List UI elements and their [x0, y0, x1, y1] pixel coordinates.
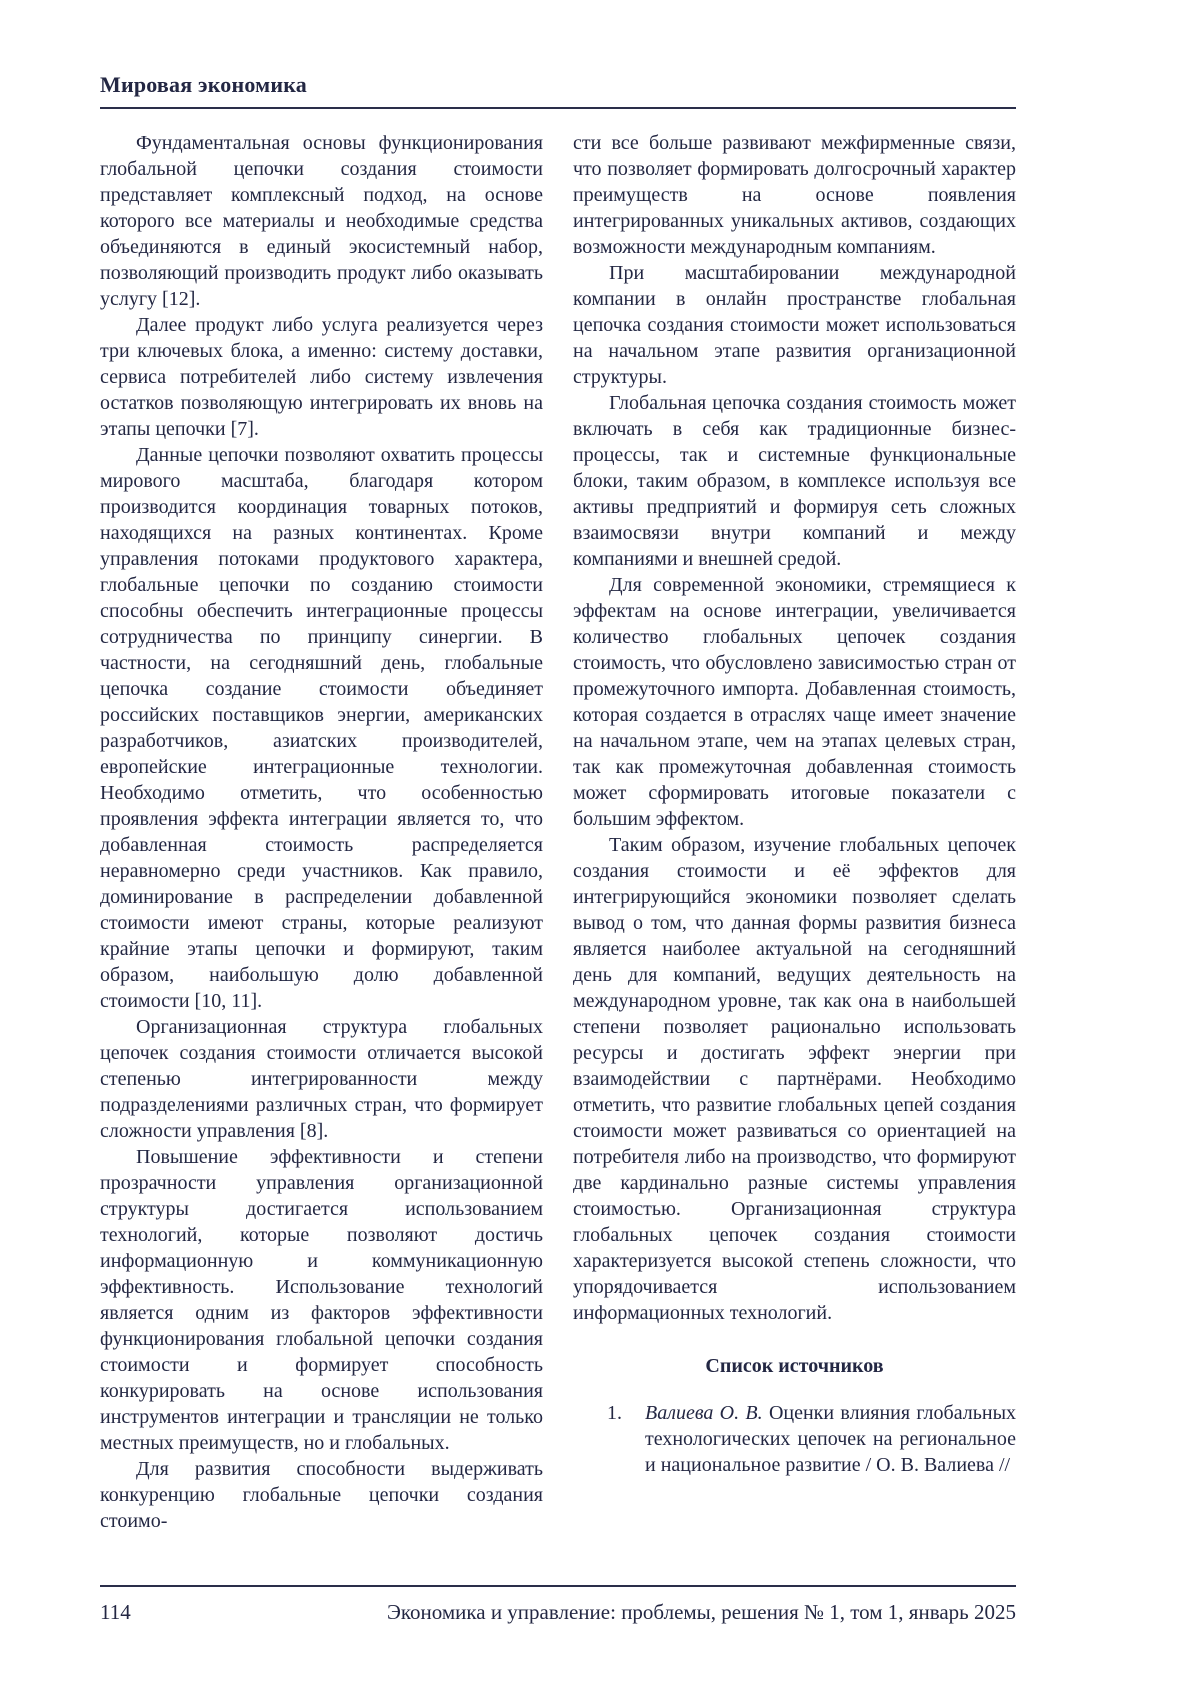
paragraph: Данные цепочки позволяют охватить процессы мирового масштаба, благодаря котором производится координация товарных потоков, находящихся на разных континентах. Кроме управления потоками продуктового характера, глобальные цепочки по созданию стоимости способны обеспечить интеграционные процессы сотрудничества по принципу синергии. В частности, на сегодняшний день, глобальные цепочка создание стоимости объединяет российских поставщиков энергии, американских разработчиков, азиатских производителей, европейские интеграционные технологии. Необходимо отметить, что особенностью проявления эффекта интеграции является то, что добавленная стоимость распределяется неравномерно среди участников. Как правило, доминирование в распределении добавленной стоимости имеют страны, которые реализуют крайние этапы цепочки и формируют, таким образом, наибольшую долю добавленной стоимости [10, 11].: [100, 444, 543, 1012]
column-right: [573, 130, 1016, 1534]
paragraph: сти все больше развивают межфирменные связи, что позволяет формировать долгосрочный характер преимуществ на основе появления интегрированных уникальных активов, создающих возможности международным компаниям.: [573, 132, 1016, 258]
paragraph: Для развития способности выдерживать конкуренцию глобальные цепочки создания стоимо-: [100, 1458, 543, 1532]
reference-body: Оценки влияния глобальных технологических цепочек на региональное и национальное развитие / О. В. Валиева //: [645, 1402, 1017, 1476]
paragraph: Далее продукт либо услуга реализуется через три ключевых блока, а именно: систему доставки, сервиса потребителей либо систему извлечения остатков позволяющую интегрировать их вновь на этапы цепочки [7].: [100, 314, 543, 440]
paragraph: Глобальная цепочка создания стоимость может включать в себя как традиционные бизнес-процессы, так и системные функциональные блоки, таким образом, в комплексе используя все активы предприятий и формируя сеть сложных взаимосвязи внутри компаний и между компаниями и внешней средой.: [573, 392, 1016, 570]
reference-item: [573, 1400, 1016, 1478]
section-title: Мировая экономика: [100, 72, 307, 97]
header-rule: [100, 107, 1016, 109]
page-number: 114: [100, 1600, 131, 1624]
paragraph: При масштабировании международной компании в онлайн пространстве глобальная цепочка создания стоимости может использоваться на начальном этапе развития организационной структуры.: [573, 262, 1016, 388]
journal-title: Экономика и управление: проблемы, решения № 1, том 1, январь 2025: [387, 1600, 1016, 1624]
journal-page: [100, 0, 1016, 1698]
page-footer: [100, 1585, 1016, 1625]
page-header: [100, 0, 1016, 109]
reference-author: Валиева О. В.: [645, 1402, 763, 1424]
footer-row: [100, 1600, 1016, 1625]
reference-text: [645, 1400, 1016, 1478]
article-body: [100, 130, 1016, 1534]
reference-number: 1.: [607, 1402, 622, 1424]
paragraph: Таким образом, изучение глобальных цепочек создания стоимости и её эффектов для интегрирующийся экономики позволяет сделать вывод о том, что данная формы развития бизнеса является наиболее актуальной на сегодняшний день для компаний, ведущих деятельность на международном уровне, так как она в наибольшей степени позволяет рационально использовать ресурсы и достигать эффект энергии при взаимодействии с партнёрами. Необходимо отметить, что развитие глобальных цепей создания стоимости может развиваться со ориентацией на потребителя либо на производство, что формируют две кардинально разные системы управления стоимостью. Организационная структура глобальных цепочек создания стоимости характеризуется высокой степень сложности, что упорядочивается использованием информационных технологий.: [573, 834, 1016, 1324]
references-heading: Список источников: [705, 1355, 884, 1377]
paragraph: Для современной экономики, стремящиеся к эффектам на основе интеграции, увеличивается количество глобальных цепочек создания стоимость, что обусловлено зависимостью стран от промежуточного импорта. Добавленная стоимость, которая создается в отраслях чаще имеет значение на начальном этапе, чем на этапах целевых стран, так как промежуточная добавленная стоимость может сформировать итоговые показатели с большим эффектом.: [573, 574, 1016, 830]
paragraph: Повышение эффективности и степени прозрачности управления организационной структуры достигается использованием технологий, которые позволяют достичь информационную и коммуникационную эффективность. Использование технологий является одним из факторов эффективности функционирования глобальной цепочки создания стоимости и формирует способность конкурировать на основе использования инструментов интеграции и трансляции не только местных преимуществ, но и глобальных.: [100, 1146, 543, 1454]
footer-rule: [100, 1585, 1016, 1587]
paragraph: Организационная структура глобальных цепочек создания стоимости отличается высокой степенью интегрированности между подразделениями различных стран, что формирует сложности управления [8].: [100, 1016, 543, 1142]
paragraph: Фундаментальная основы функционирования глобальной цепочки создания стоимости представляет комплексный подход, на основе которого все материалы и необходимые средства объединяются в единый экосистемный набор, позволяющий производить продукт либо оказывать услугу [12].: [100, 132, 543, 310]
column-left: [100, 130, 543, 1534]
